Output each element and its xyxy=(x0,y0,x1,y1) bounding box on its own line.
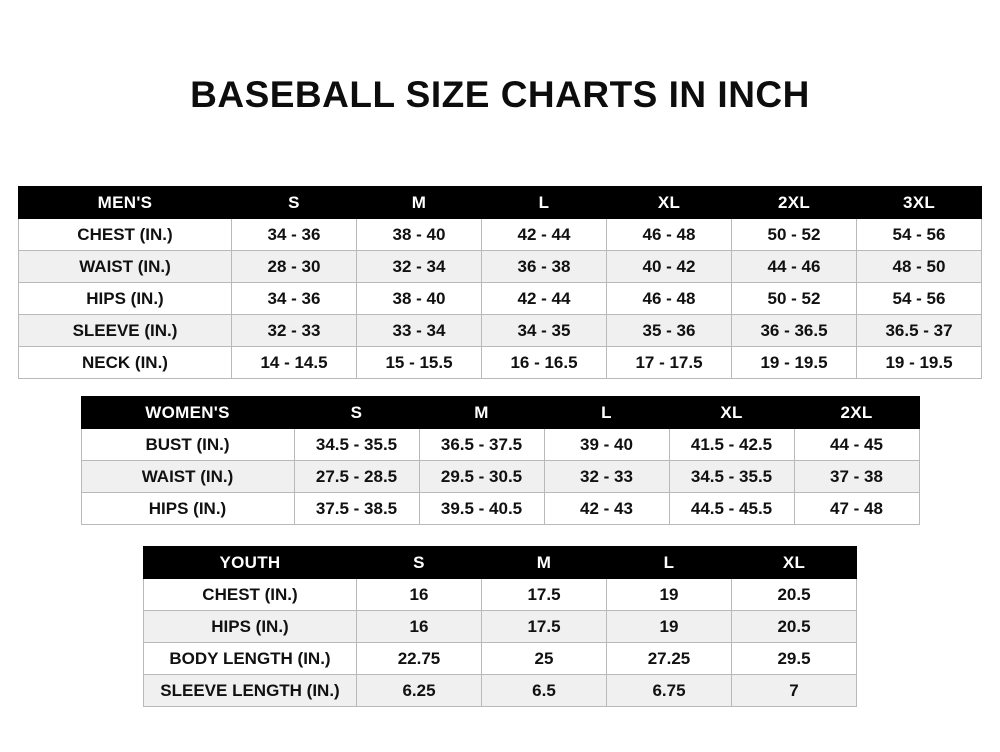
cell: 15 - 15.5 xyxy=(357,347,482,379)
cell: 6.25 xyxy=(357,675,482,707)
table-row xyxy=(19,315,982,347)
youth-table-body xyxy=(144,579,857,707)
cell: 38 - 40 xyxy=(357,219,482,251)
cell: 46 - 48 xyxy=(607,219,732,251)
table-row xyxy=(19,283,982,315)
cell: 32 - 34 xyxy=(357,251,482,283)
table-header-row xyxy=(19,187,982,219)
youth-header-l: L xyxy=(607,547,732,579)
cell: 33 - 34 xyxy=(357,315,482,347)
cell: 50 - 52 xyxy=(732,283,857,315)
womens-table-body xyxy=(81,429,919,525)
womens-header-xl: XL xyxy=(669,397,794,429)
table-row xyxy=(144,611,857,643)
mens-table-body xyxy=(19,219,982,379)
table-row xyxy=(144,643,857,675)
mens-header-category: MEN'S xyxy=(19,187,232,219)
row-label: SLEEVE LENGTH (IN.) xyxy=(144,675,357,707)
womens-header-l: L xyxy=(544,397,669,429)
mens-header-s: S xyxy=(232,187,357,219)
cell: 42 - 43 xyxy=(544,493,669,525)
womens-header-category: WOMEN'S xyxy=(81,397,294,429)
cell: 32 - 33 xyxy=(232,315,357,347)
row-label: WAIST (IN.) xyxy=(19,251,232,283)
row-label: SLEEVE (IN.) xyxy=(19,315,232,347)
cell: 48 - 50 xyxy=(857,251,982,283)
cell: 14 - 14.5 xyxy=(232,347,357,379)
table-header-row xyxy=(81,397,919,429)
womens-header-2xl: 2XL xyxy=(794,397,919,429)
cell: 42 - 44 xyxy=(482,283,607,315)
cell: 19 xyxy=(607,611,732,643)
womens-size-chart xyxy=(0,396,1000,525)
table-row xyxy=(19,251,982,283)
row-label: CHEST (IN.) xyxy=(144,579,357,611)
youth-header-s: S xyxy=(357,547,482,579)
cell: 20.5 xyxy=(732,611,857,643)
row-label: NECK (IN.) xyxy=(19,347,232,379)
cell: 34.5 - 35.5 xyxy=(294,429,419,461)
cell: 34 - 36 xyxy=(232,219,357,251)
cell: 27.5 - 28.5 xyxy=(294,461,419,493)
cell: 29.5 xyxy=(732,643,857,675)
cell: 37 - 38 xyxy=(794,461,919,493)
cell: 32 - 33 xyxy=(544,461,669,493)
womens-size-table xyxy=(81,396,920,525)
row-label: HIPS (IN.) xyxy=(81,493,294,525)
cell: 38 - 40 xyxy=(357,283,482,315)
table-row xyxy=(81,461,919,493)
cell: 19 - 19.5 xyxy=(857,347,982,379)
mens-header-3xl: 3XL xyxy=(857,187,982,219)
cell: 27.25 xyxy=(607,643,732,675)
table-row xyxy=(81,429,919,461)
youth-size-chart xyxy=(0,546,1000,707)
row-label: BUST (IN.) xyxy=(81,429,294,461)
row-label: HIPS (IN.) xyxy=(144,611,357,643)
mens-size-table xyxy=(18,186,982,379)
youth-header-m: M xyxy=(482,547,607,579)
cell: 54 - 56 xyxy=(857,219,982,251)
womens-header-m: M xyxy=(419,397,544,429)
cell: 44 - 45 xyxy=(794,429,919,461)
cell: 34 - 35 xyxy=(482,315,607,347)
mens-table-header xyxy=(19,187,982,219)
cell: 16 - 16.5 xyxy=(482,347,607,379)
cell: 44.5 - 45.5 xyxy=(669,493,794,525)
table-row xyxy=(144,675,857,707)
cell: 16 xyxy=(357,611,482,643)
cell: 39.5 - 40.5 xyxy=(419,493,544,525)
table-header-row xyxy=(144,547,857,579)
cell: 42 - 44 xyxy=(482,219,607,251)
mens-header-l: L xyxy=(482,187,607,219)
cell: 39 - 40 xyxy=(544,429,669,461)
row-label: CHEST (IN.) xyxy=(19,219,232,251)
row-label: HIPS (IN.) xyxy=(19,283,232,315)
cell: 35 - 36 xyxy=(607,315,732,347)
youth-header-xl: XL xyxy=(732,547,857,579)
cell: 34 - 36 xyxy=(232,283,357,315)
womens-header-s: S xyxy=(294,397,419,429)
cell: 36.5 - 37 xyxy=(857,315,982,347)
cell: 7 xyxy=(732,675,857,707)
table-row xyxy=(19,219,982,251)
table-row xyxy=(19,347,982,379)
youth-header-category: YOUTH xyxy=(144,547,357,579)
cell: 19 - 19.5 xyxy=(732,347,857,379)
cell: 54 - 56 xyxy=(857,283,982,315)
cell: 44 - 46 xyxy=(732,251,857,283)
cell: 17 - 17.5 xyxy=(607,347,732,379)
youth-table-header xyxy=(144,547,857,579)
cell: 16 xyxy=(357,579,482,611)
cell: 29.5 - 30.5 xyxy=(419,461,544,493)
page-title: BASEBALL SIZE CHARTS IN INCH xyxy=(190,74,810,115)
cell: 36.5 - 37.5 xyxy=(419,429,544,461)
mens-header-xl: XL xyxy=(607,187,732,219)
table-row xyxy=(81,493,919,525)
cell: 37.5 - 38.5 xyxy=(294,493,419,525)
cell: 28 - 30 xyxy=(232,251,357,283)
mens-header-m: M xyxy=(357,187,482,219)
row-label: BODY LENGTH (IN.) xyxy=(144,643,357,675)
cell: 20.5 xyxy=(732,579,857,611)
womens-table-header xyxy=(81,397,919,429)
cell: 6.5 xyxy=(482,675,607,707)
cell: 40 - 42 xyxy=(607,251,732,283)
cell: 47 - 48 xyxy=(794,493,919,525)
cell: 19 xyxy=(607,579,732,611)
cell: 46 - 48 xyxy=(607,283,732,315)
mens-size-chart xyxy=(0,186,1000,379)
cell: 50 - 52 xyxy=(732,219,857,251)
row-label: WAIST (IN.) xyxy=(81,461,294,493)
mens-header-2xl: 2XL xyxy=(732,187,857,219)
youth-size-table xyxy=(143,546,857,707)
table-row xyxy=(144,579,857,611)
cell: 25 xyxy=(482,643,607,675)
cell: 36 - 38 xyxy=(482,251,607,283)
cell: 22.75 xyxy=(357,643,482,675)
cell: 17.5 xyxy=(482,579,607,611)
cell: 34.5 - 35.5 xyxy=(669,461,794,493)
cell: 36 - 36.5 xyxy=(732,315,857,347)
cell: 6.75 xyxy=(607,675,732,707)
cell: 41.5 - 42.5 xyxy=(669,429,794,461)
cell: 17.5 xyxy=(482,611,607,643)
